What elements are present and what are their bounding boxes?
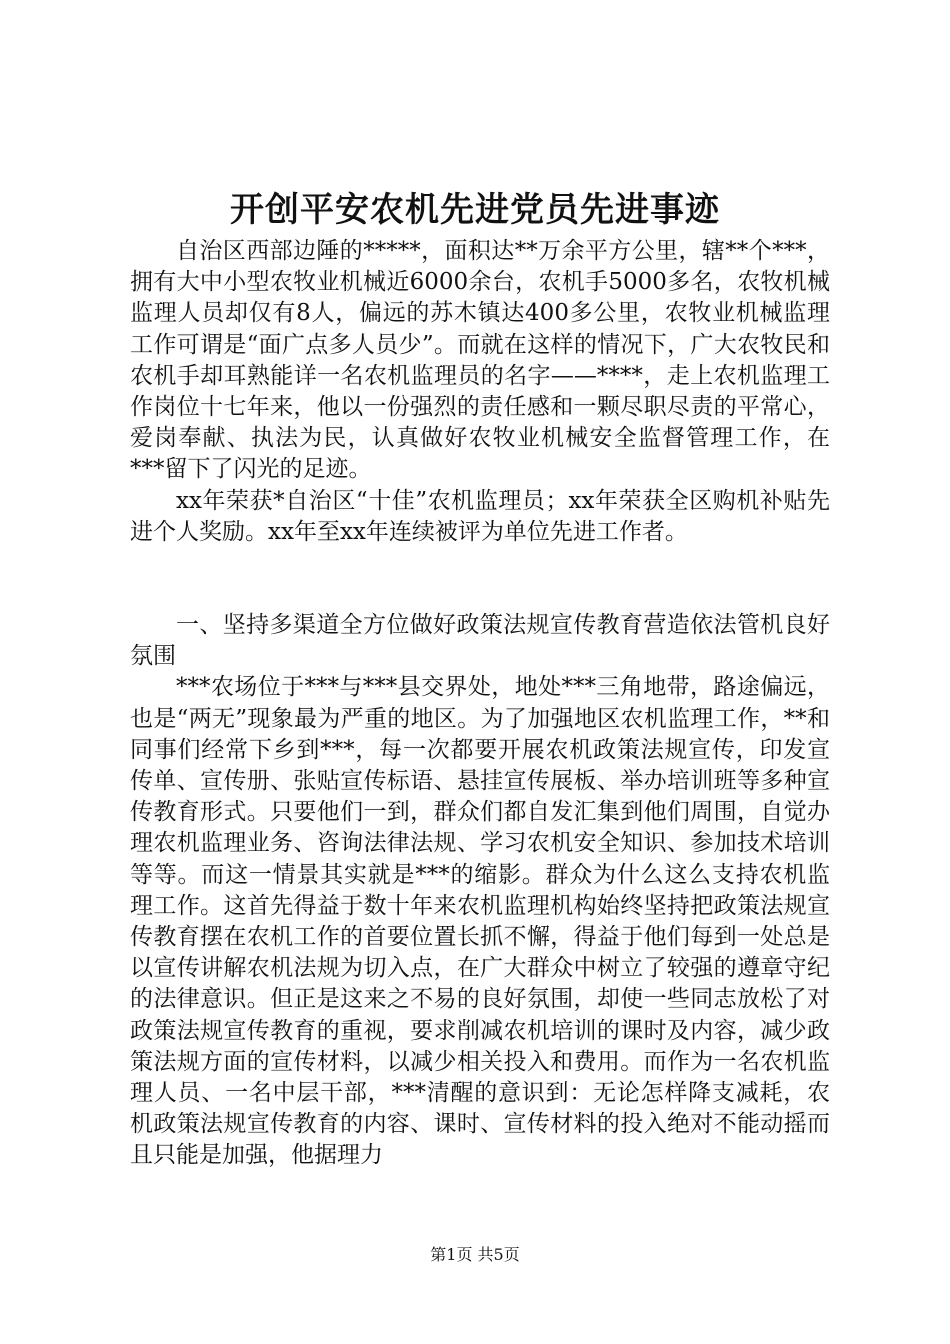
document-title: 开创平安农机先进党员先进事迹 [230,190,720,230]
awards-paragraph: xx年荣获*自治区“十佳”农机监理员；xx年荣获全区购机补贴先进个人奖励。xx年至xx年连续被评为单位先进工作者。 [130,487,830,545]
section-heading: 一、坚持多渠道全方位做好政策法规宣传教育营造依法管机良好氛围 [130,612,830,670]
paragraph-spacer [130,548,830,610]
intro-paragraph: 自治区西部边陲的*****，面积达**万余平方公里，辖**个***，拥有大中小型农牧业机械近6000余台，农机手5000多名，农牧机械监理人员却仅有8人，偏远的苏木镇达400多公里，农牧业机械监理工作可谓是“面广点多人员少”。而就在这样的情况下，广大农牧民和农机手却耳熟能详一名农机监理员的名字——****，走上农机监理工作岗位十七年来，他以一份强烈的责任感和一颗尽职尽责的平常心，爱岗奉献、执法为民，认真做好农牧业机械安全监督管理工作，在***留下了闪光的足迹。 [130,238,830,483]
page-number: 第1页 共5页 [430,1245,520,1264]
document-body [130,236,830,1172]
section-paragraph: ***农场位于***与***县交界处，地处***三角地带，路途偏远，也是“两无”现象最为严重的地区。为了加强地区农机监理工作，**和同事们经常下乡到***，每一次都要开展农机政策法规宣传，印发宣传单、宣传册、张贴宣传标语、悬挂宣传展板、举办培训班等多种宣传教育形式。只要他们一到，群众们都自发汇集到他们周围，自觉办理农机监理业务、咨询法律法规、学习农机安全知识、参加技术培训等等。而这一情景其实就是***的缩影。群众为什么这么支持农机监理工作。这首先得益于数十年来农机监理机构始终坚持把政策法规宣传教育摆在农机工作的首要位置长抓不懈，得益于他们每到一处总是以宣传讲解农机法规为切入点，在广大群众中树立了较强的遵章守纪的法律意识。但正是这来之不易的良好氛围，却使一些同志放松了对政策法规宣传教育的重视，要求削减农机培训的课时及内容，减少政策法规方面的宣传材料，以减少相关投入和费用。而作为一名农机监理人员、一名中层干部，***清醒的意识到：无论怎样降支减耗，农机政策法规宣传教育的内容、课时、宣传材料的投入绝对不能动摇而且只能是加强，他据理力 [130,674,830,1169]
